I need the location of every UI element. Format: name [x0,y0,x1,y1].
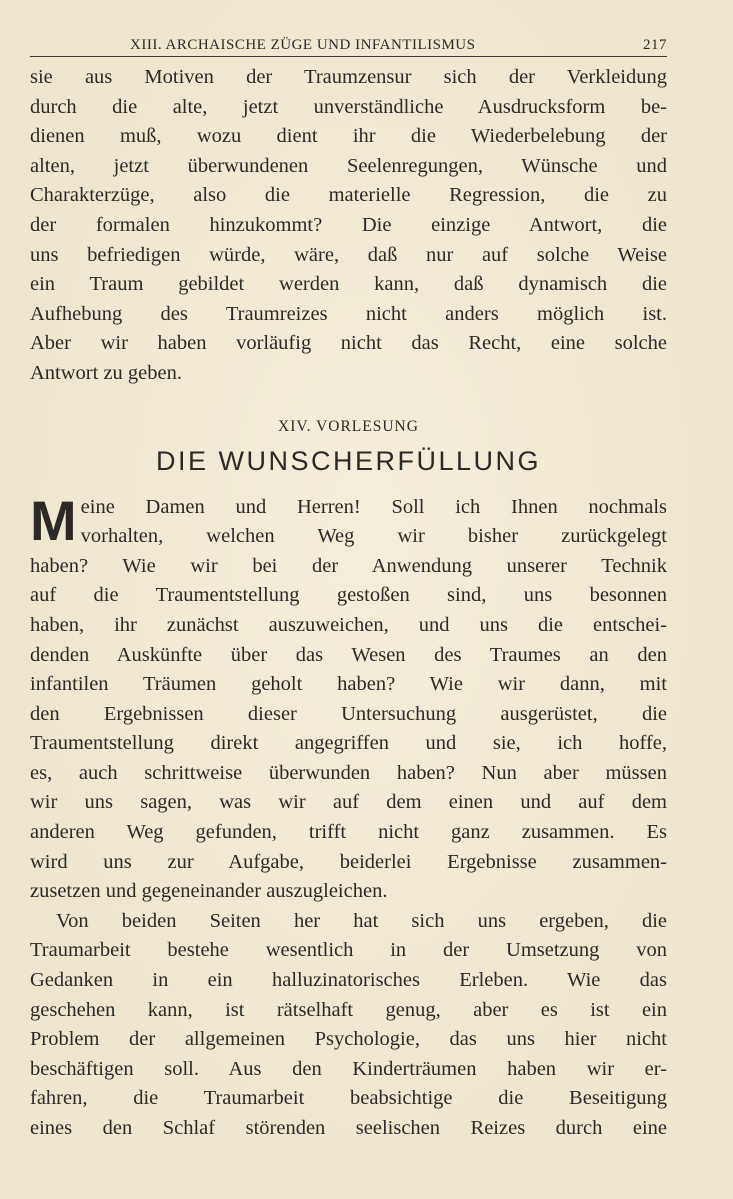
running-head-title: XIII. ARCHAISCHE ZÜGE UND INFANTILISMUS [130,37,476,53]
paragraph-3 [30,907,667,1144]
paragraph-2 [30,488,667,907]
text-line: alten, jetzt überwundenen Seelenregungen, Wünsche und [30,154,667,177]
text-line: Charakterzüge, also die materielle Regression, die zu [30,184,667,207]
text-line: wir uns sagen, was wir auf dem einen und auf dem [30,791,667,814]
text-line: fahren, die Traumarbeit beabsichtige die Beseitigung [30,1087,667,1110]
text-line: beschäftigen soll. Aus den Kinderträumen haben wir er- [30,1057,667,1080]
text-line: zusetzen und gegeneinander auszugleichen. [30,880,388,903]
text-line: ein Traum gebildet werden kann, daß dynamisch die [30,273,667,296]
text-line: vorhalten, welchen Weg wir bisher zurückgelegt [80,525,667,548]
text-line: Aufhebung des Traumreizes nicht anders möglich ist. [30,302,667,325]
text-line: der formalen hinzukommt? Die einzige Antwort, die [30,213,667,236]
text-line: Traumentstellung direkt angegriffen und sie, ich hoffe, [30,732,667,755]
text-line: Gedanken in ein halluzinatorisches Erleben. Wie das [30,969,667,992]
text-line: uns befriedigen würde, wäre, daß nur auf solche Weise [30,243,667,266]
text-line: Antwort zu geben. [30,361,182,384]
text-line: geschehen kann, ist rätselhaft genug, aber es ist ein [30,998,667,1021]
text-line: den Ergebnissen dieser Untersuchung ausgerüstet, die [30,702,667,725]
text-line: wird uns zur Aufgabe, beiderlei Ergebnisse zusammen- [30,850,667,873]
drop-cap: M [30,488,77,552]
page-number: 217 [643,37,667,53]
text-line: Von beiden Seiten her hat sich uns ergeben, die [56,909,667,932]
text-line: eines den Schlaf störenden seelischen Reizes durch eine [30,1117,667,1139]
running-head [30,34,667,57]
text-line: haben, ihr zunächst auszuweichen, und uns die entschei- [30,613,667,636]
lecture-label: XIV. VORLESUNG [278,417,419,435]
text-line: eine Damen und Herren! Soll ich Ihnen nochmals [80,495,667,518]
text-line: anderen Weg gefunden, trifft nicht ganz zusammen. Es [30,821,667,844]
paragraph-1 [30,63,667,389]
text-line: infantilen Träumen geholt haben? Wie wir dann, mit [30,673,667,696]
text-line: durch die alte, jetzt unverständliche Ausdrucksform be- [30,95,667,118]
text-line: denden Auskünfte über das Wesen des Traumes an den [30,643,667,666]
text-line: auf die Traumentstellung gestoßen sind, uns besonnen [30,584,667,607]
text-line: haben? Wie wir bei der Anwendung unserer Technik [30,554,667,577]
text-line: Traumarbeit bestehe wesentlich in der Umsetzung von [30,939,667,962]
chapter-title: DIE WUNSCHERFÜLLUNG [155,445,542,476]
text-line: sie aus Motiven der Traumzensur sich der Verkleidung [30,66,667,88]
text-line: es, auch schrittweise überwunden haben? Nun aber müssen [30,761,667,784]
text-line: Problem der allgemeinen Psychologie, das uns hier nicht [30,1028,667,1051]
text-line: Aber wir haben vorläufig nicht das Recht, eine solche [30,332,667,355]
text-line: dienen muß, wozu dient ihr die Wiederbelebung der [30,125,667,148]
